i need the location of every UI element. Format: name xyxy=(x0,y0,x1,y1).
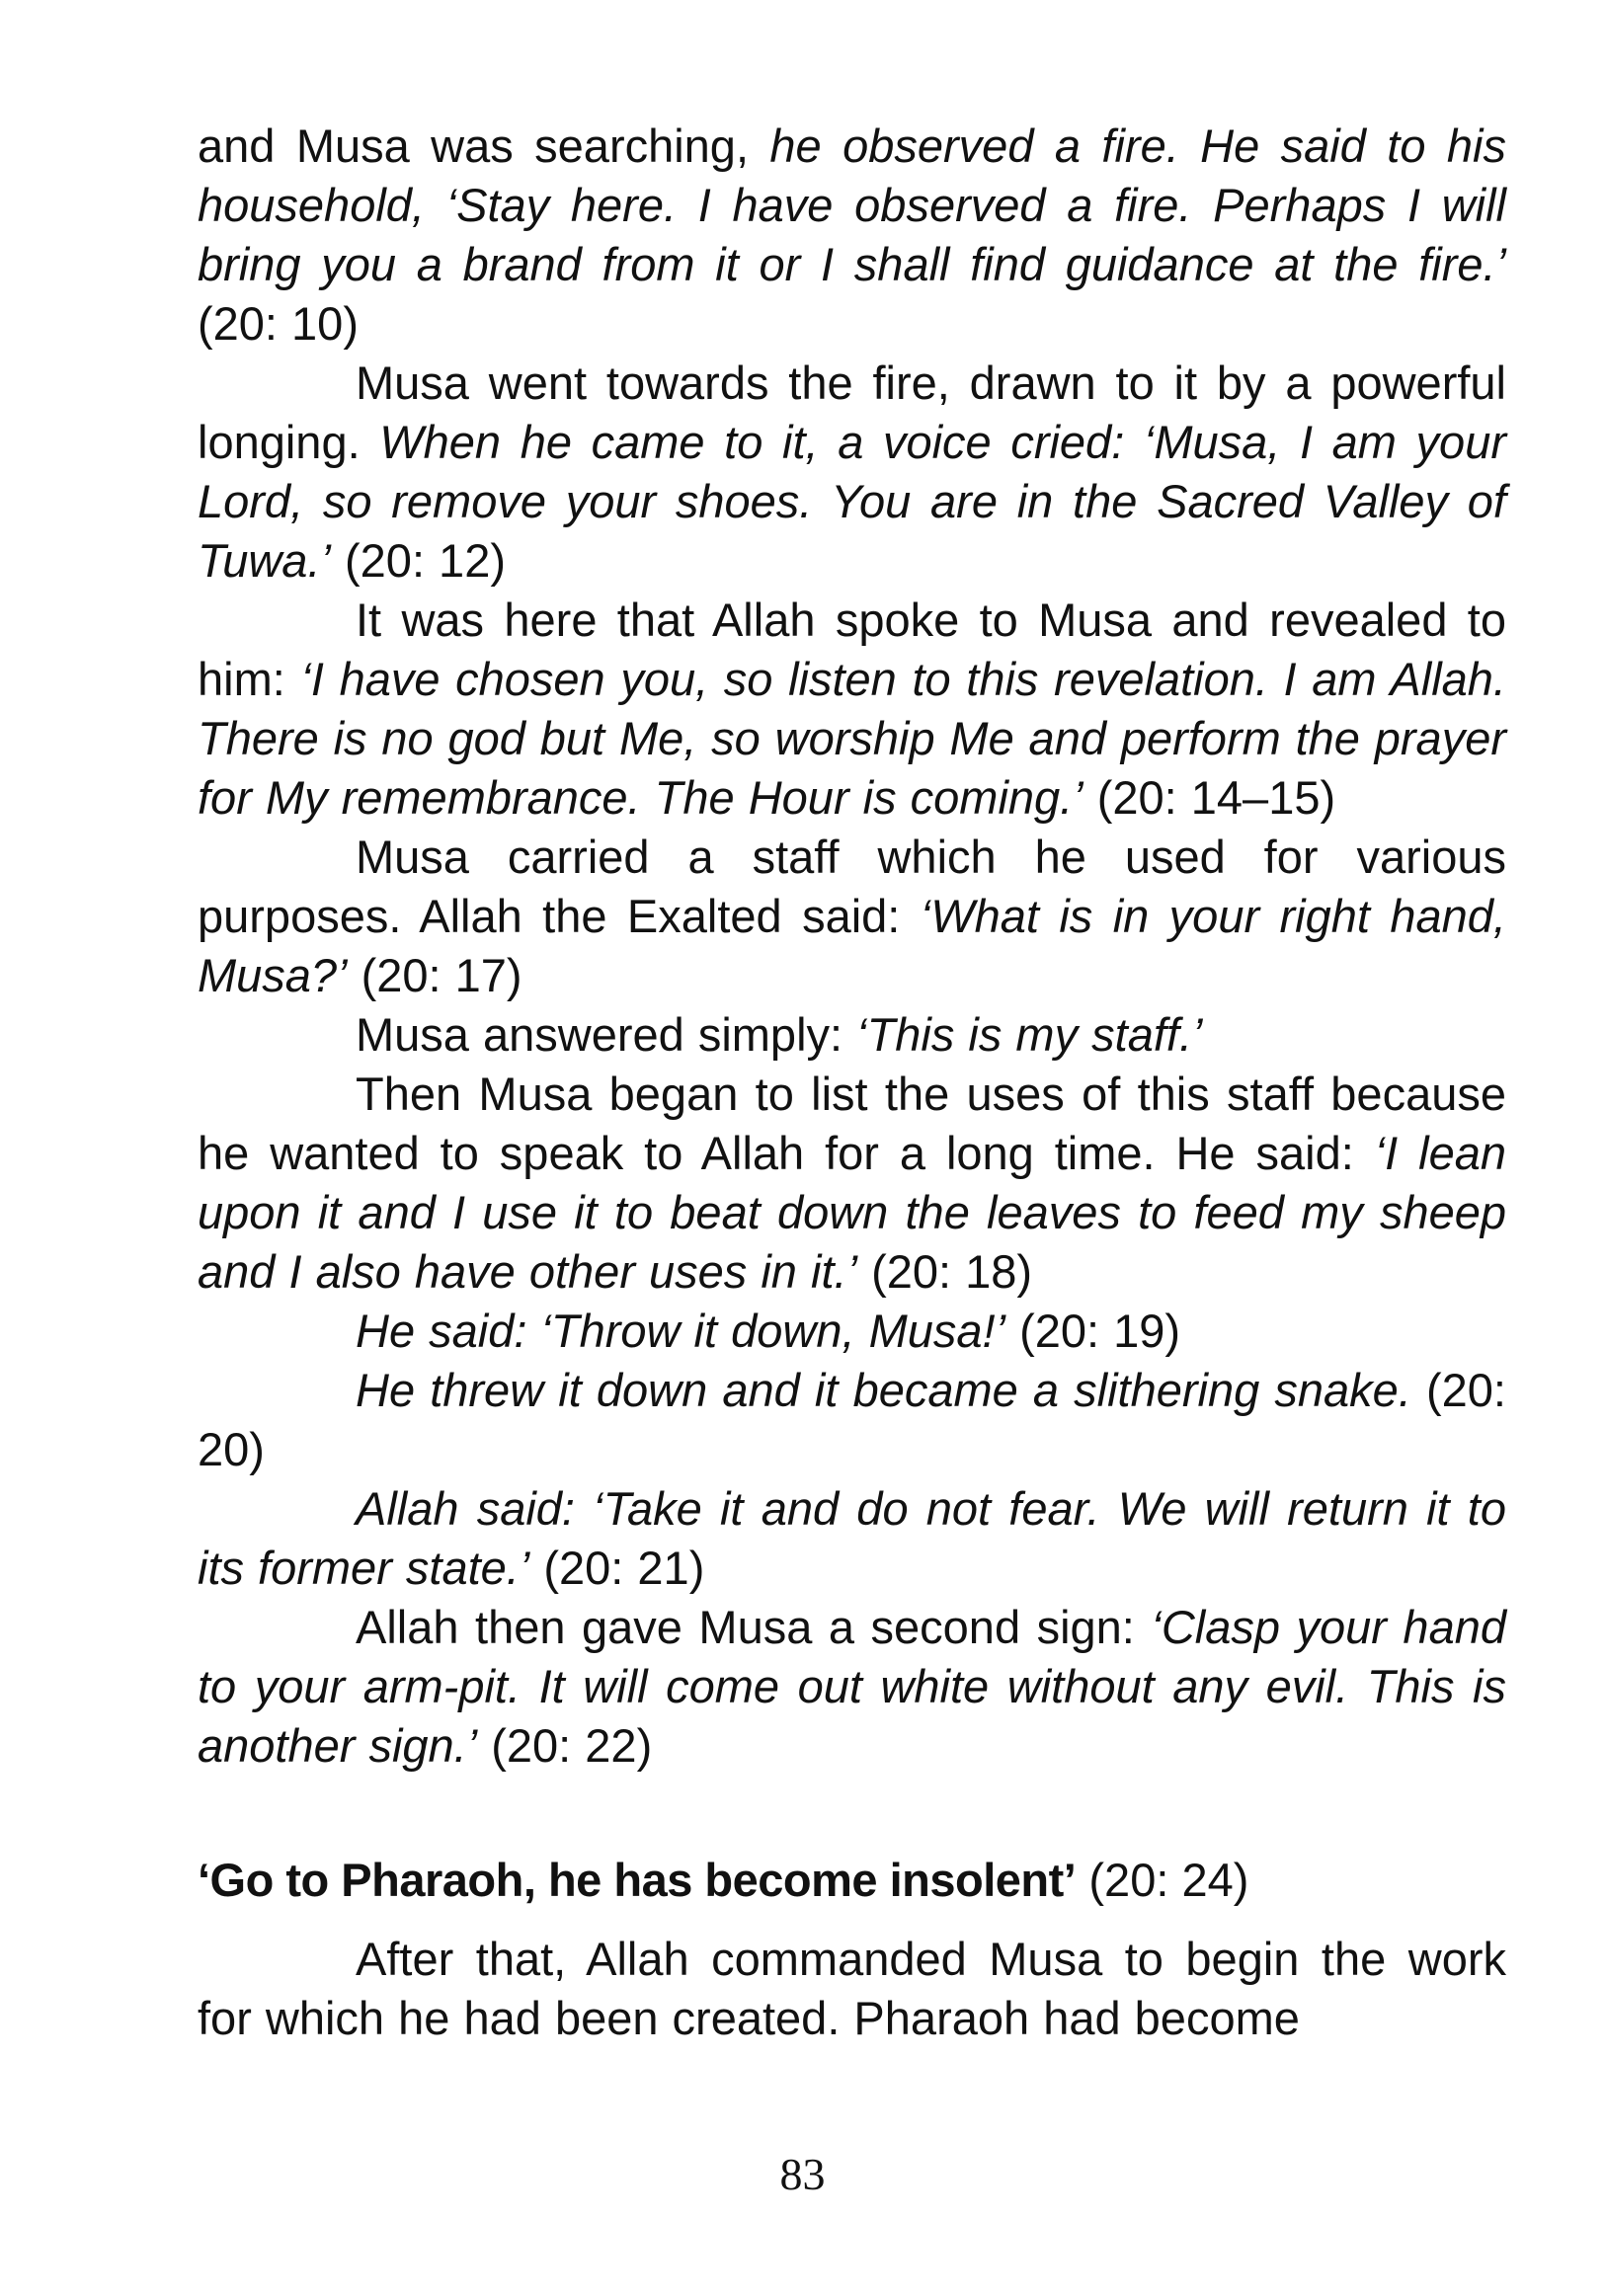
verse-reference: (20: 12) xyxy=(330,534,506,587)
quran-quote: ‘I lean upon it and I use it to beat down the leaves to feed my sheep and I also have other uses in it.’ xyxy=(198,1127,1506,1298)
verse-reference: (20: 19) xyxy=(1005,1305,1181,1357)
paragraph-text: Allah then gave Musa a second sign: xyxy=(356,1601,1152,1653)
paragraph-answer xyxy=(198,1005,1506,1065)
paragraph-text: It was here that Allah spoke to Musa and revealed to him: xyxy=(198,594,1506,705)
paragraph-snake xyxy=(198,1361,1506,1479)
paragraph-text: Then Musa began to list the uses of this staff because he wanted to speak to Allah for a long time. He said: xyxy=(198,1068,1506,1179)
paragraph-staff xyxy=(198,828,1506,1005)
verse-reference: (20: 18) xyxy=(857,1245,1033,1298)
paragraph-second-sign xyxy=(198,1598,1506,1776)
quran-quote: ‘I have chosen you, so listen to this revelation. I am Allah. There is no god but Me, so worship Me and perform the prayer for My remembrance. The Hour is coming.’ xyxy=(198,653,1506,824)
verse-reference: (20: 24) xyxy=(1076,1854,1249,1906)
paragraph-voice-cried xyxy=(198,354,1506,591)
verse-reference: (20: 17) xyxy=(347,949,522,1001)
quran-quote: ‘What is in your right hand, Musa?’ xyxy=(198,890,1506,1001)
quran-quote: Allah said: ‘Take it and do not fear. We will return it to its former state.’ xyxy=(198,1482,1506,1594)
paragraph-throw-it-down xyxy=(198,1302,1506,1361)
paragraph-commanded xyxy=(198,1930,1506,2048)
verse-reference: (20: 10) xyxy=(198,297,359,350)
paragraph-text: Musa answered simply: xyxy=(356,1008,857,1061)
verse-reference: (20: 21) xyxy=(529,1542,705,1594)
paragraph-text: Musa carried a staff which he used for various purposes. Allah the Exalted said: xyxy=(198,831,1506,942)
verse-reference: (20: 20) xyxy=(198,1364,1506,1475)
page-number: 83 xyxy=(779,2149,826,2199)
paragraph-text: After that, Allah commanded Musa to begin the work for which he had been created. Pharaoh had become xyxy=(198,1933,1506,2044)
verse-reference: (20: 14–15) xyxy=(1083,771,1336,824)
quran-quote: ‘Clasp your hand to your arm-pit. It will come out white without any evil. This is another sign.’ xyxy=(198,1601,1506,1772)
section-heading-title: ‘Go to Pharaoh, he has become insolent’ xyxy=(198,1854,1077,1906)
verse-reference: (20: 22) xyxy=(477,1719,653,1772)
paragraph-do-not-fear xyxy=(198,1479,1506,1598)
quran-quote: When he came to it, a voice cried: ‘Musa, I am your Lord, so remove your shoes. You are in the Sacred Valley of Tuwa.’ xyxy=(198,416,1506,587)
quran-quote: He said: ‘Throw it down, Musa!’ xyxy=(356,1305,1006,1357)
paragraph-text: and Musa was searching, xyxy=(198,119,770,172)
page-body xyxy=(198,117,1506,2048)
paragraph-text: Musa went towards the fire, drawn to it by a powerful longing. xyxy=(198,356,1506,468)
paragraph-revelation xyxy=(198,591,1506,828)
section-heading xyxy=(198,1851,1506,1910)
paragraph-uses-of-staff xyxy=(198,1065,1506,1302)
quran-quote: he observed a fire. He said to his household, ‘Stay here. I have observed a fire. Perhaps I will bring you a brand from it or I shall find guidance at the fire.’ xyxy=(198,119,1506,290)
quran-quote: He threw it down and it became a slithering snake. xyxy=(356,1364,1411,1416)
paragraph-burning-bush xyxy=(198,117,1506,354)
quran-quote: ‘This is my staff.’ xyxy=(856,1008,1203,1061)
